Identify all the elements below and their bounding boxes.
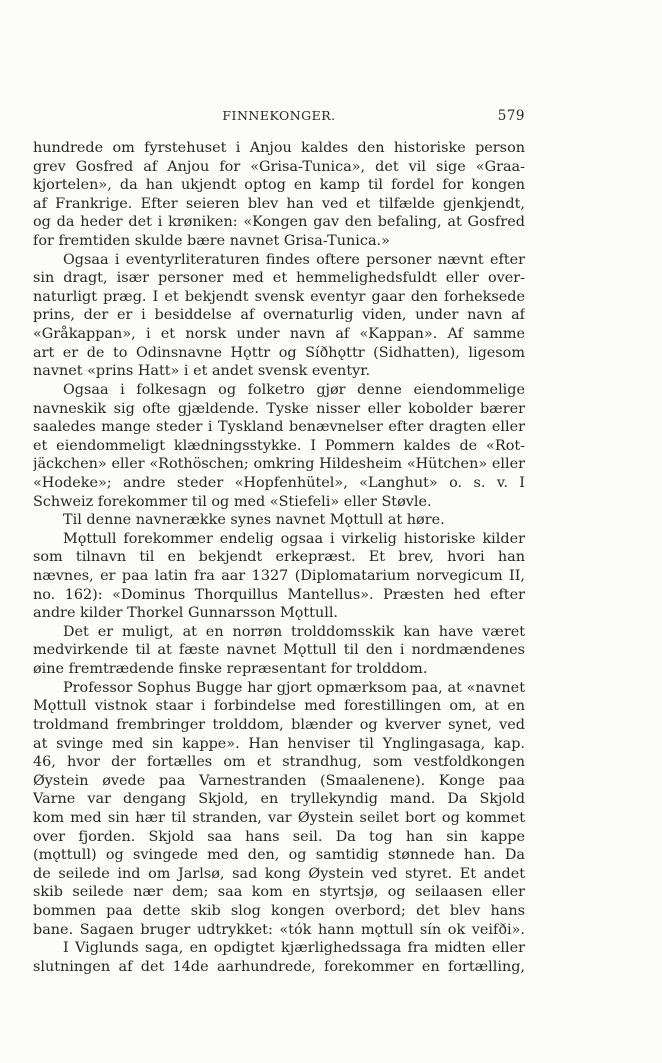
- text-line: (mǫttull) og svingede med den, og samtidig stønnede han. Da: [33, 847, 525, 864]
- text-line: og da heder det i krøniken: «Kongen gav den befaling, at Gosfred: [33, 214, 525, 231]
- text-line: saaledes mange steder i Tyskland benævnelser efter dragten eller: [33, 419, 525, 436]
- text-line: andre kilder Thorkel Gunnarsson Mǫttull.: [33, 605, 339, 622]
- text-line: Schweiz forekommer til og med «Stiefeli» eller Støvle.: [33, 493, 432, 510]
- text-line: over fjorden. Skjold saa hans seil. Da tog han sin kappe: [33, 828, 525, 845]
- text-line: «Gråkappan», i et norsk under navn af «Kappan». Af samme: [33, 326, 525, 343]
- text-line: kjortelen», da han ukjendt optog en kamp til fordel for kongen: [33, 177, 525, 194]
- text-line: jäckchen» eller «Rothöschen; omkring Hildesheim «Hütchen» eller: [33, 456, 525, 473]
- running-title: FINNEKONGER.: [222, 108, 336, 123]
- body-text: [33, 139, 525, 976]
- text-line: nævnes, er paa latin fra aar 1327 (Diplomatarium norvegicum II,: [33, 568, 525, 585]
- text-line: prins, der er i besiddelse af overnaturlig viden, under navn af: [33, 307, 525, 324]
- text-line: slutningen af det 14de aarhundrede, forekommer en fortælling,: [33, 958, 525, 975]
- text-line: af Frankrige. Efter seieren blev han ved et tilfælde gjenkjendt,: [33, 195, 525, 212]
- text-line: Mǫttull forekommer endelig ogsaa i virkelig historiske kilder: [63, 530, 525, 547]
- text-line: navnet «prins Hatt» i et andet svensk eventyr.: [33, 363, 371, 380]
- text-line: Ogsaa i folkesagn og folketro gjør denne eiendommelige: [63, 381, 525, 398]
- text-line: øine fremtrædende finske repræsentant for trolddom.: [33, 661, 428, 678]
- text-line: som tilnavn til en bekjendt erkepræst. Et brev, hvori han: [33, 549, 525, 566]
- text-line: Til denne navnerække synes navnet Mǫttull at høre.: [63, 512, 445, 529]
- text-line: troldmand frembringer trolddom, blænder og kverver synet, ved: [33, 716, 525, 733]
- text-line: grev Gosfred af Anjou for «Grisa-Tunica», det vil sige «Graa-: [33, 158, 525, 175]
- text-line: Varne var dengang Skjold, en tryllekyndig mand. Da Skjold: [33, 791, 525, 808]
- text-line: de seilede ind om Jarlsø, sad kong Øystein ved styret. Et andet: [33, 865, 525, 882]
- text-line: kom med sin hær til stranden, var Øystein seilet bort og kommet: [33, 809, 525, 826]
- text-line: for fremtiden skulde bære navnet Grisa-Tunica.»: [33, 233, 390, 250]
- text-line: «Hodeke»; andre steder «Hopfenhütel», «Langhut» o. s. v. I: [33, 474, 525, 491]
- text-line: hundrede om fyrstehuset i Anjou kaldes den historiske person: [33, 140, 525, 156]
- text-line: at svinge med sin kappe». Han henviser til Ynglingasaga, kap.: [33, 735, 525, 752]
- text-line: Mǫttull vistnok staar i forbindelse med forestillingen om, at en: [33, 698, 525, 715]
- text-line: naturligt præg. I et bekjendt svensk eventyr gaar den forheksede: [33, 288, 525, 305]
- text-line: bommen paa dette skib slog kongen overbord; det blev hans: [33, 902, 525, 919]
- text-line: 46, hvor der fortælles om et strandhug, som vestfoldkongen: [33, 754, 525, 771]
- text-line: bane. Sagaen bruger udtrykket: «tók hann mǫttull sín ok veifði».: [33, 921, 525, 938]
- text-line: sin dragt, især personer med et hemmelighedsfuldt eller over-: [33, 270, 525, 287]
- text-line: skib seilede nær dem; saa kom en styrtsjø, og seilaasen eller: [33, 884, 525, 901]
- text-line: Det er muligt, at en norrøn trolddomsskik kan have været: [63, 623, 525, 640]
- text-line: medvirkende til at fæste navnet Mǫttull til den i nordmændenes: [33, 642, 525, 659]
- text-line: Ogsaa i eventyrliteraturen findes oftere personer nævnt efter: [63, 251, 525, 268]
- running-head: [33, 108, 525, 126]
- text-line: Øystein øvede paa Varnestranden (Smaalenene). Konge paa: [33, 772, 525, 789]
- text-line: Professor Sophus Bugge har gjort opmærksom paa, at «navnet: [63, 679, 525, 696]
- text-line: I Viglunds saga, en opdigtet kjærlighedssaga fra midten eller: [63, 940, 525, 957]
- page-number: 579: [497, 108, 525, 124]
- text-line: art er de to Odinsnavne Hǫttr og Síðhǫttr (Sidhatten), ligesom: [33, 344, 525, 361]
- text-line: navneskik sig ofte gjældende. Tyske nisser eller kobolder bærer: [33, 400, 525, 417]
- text-line: et eiendommeligt klædningsstykke. I Pommern kaldes de «Rot-: [33, 437, 525, 454]
- text-line: no. 162): «Dominus Thorquillus Mantellus». Præsten hed efter: [33, 586, 525, 603]
